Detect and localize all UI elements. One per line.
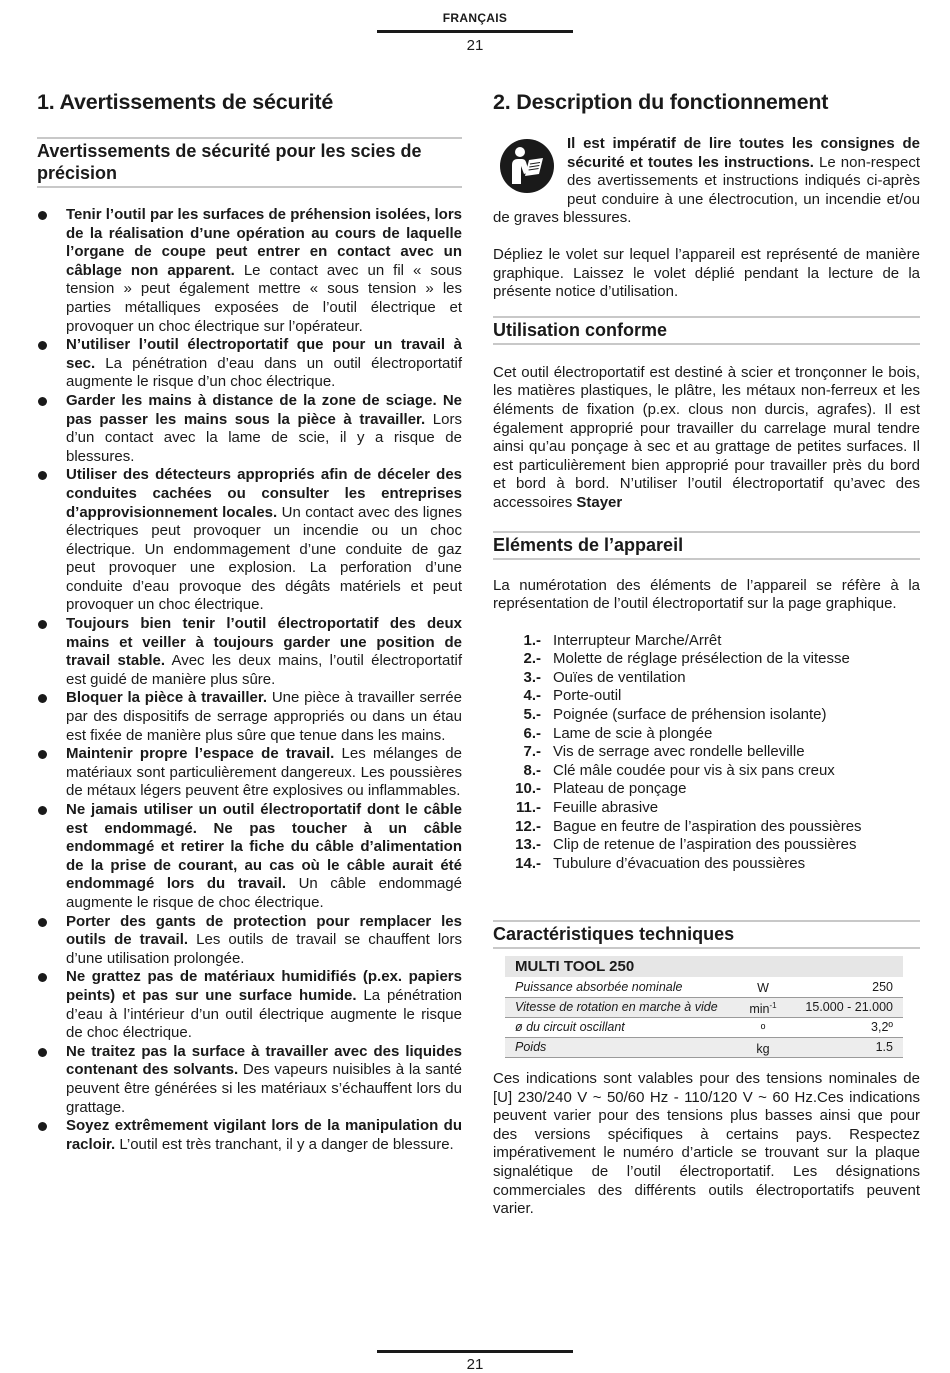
part-label: Tubulure d’évacuation des poussières [553,854,806,872]
part-number: 13.- [515,836,541,854]
header-rule [377,30,573,33]
bullet-icon [38,973,47,982]
part-item [493,725,920,744]
warning-text: Les outils de travail se chauffent lors d’une utilisation prolongée. [66,931,463,967]
part-number: 7.- [523,743,541,761]
part-label: Vis de serrage avec rondelle belleville [553,743,805,761]
spec-row [505,997,903,1017]
bullet-icon [38,397,47,406]
warning-item [37,801,462,913]
notice-text [493,135,920,228]
part-item [493,762,920,781]
part-label: Plateau de ponçage [553,780,687,798]
brand-name: Stayer [576,493,623,511]
warning-item [37,913,462,969]
spec-label: ø du circuit oscillant [505,1017,736,1037]
warning-item [37,336,462,392]
warning-text: Des vapeurs nuisibles à la santé peuvent être générées si les matériaux s’échauffent lors du grattage. [66,1061,462,1116]
spec-value: 1.5 [790,1037,903,1057]
bullet-icon [38,806,47,815]
part-item [493,687,920,706]
spec-value: 15.000 - 21.000 [790,997,903,1017]
warning-item [37,968,462,1042]
warning-lead: N’utiliser l’outil électroportatif que pour un travail à sec. [66,336,462,372]
part-label: Clip de retenue de l’aspiration des poussières [553,836,857,854]
part-label: Molette de réglage présélection de la vitesse [553,650,850,668]
part-item [493,780,920,799]
warning-lead: Ne grattez pas de matériaux humidifiés (p.ex. papiers peints) et pas sur une surface humide. [66,968,462,1004]
language-label: FRANÇAIS [442,11,508,25]
bullet-icon [38,1048,47,1057]
spec-unit-main: W [757,981,769,996]
subsection-title-intended-use: Utilisation conforme [493,316,920,345]
part-item [493,669,920,688]
warning-text: Lors d’un contact avec la lame de scie, il y a risque de blessures. [66,410,462,465]
bullet-icon [38,918,47,927]
spec-unit-sup: -1 [769,1000,777,1010]
intended-use-body: Cet outil électroportatif est destiné à scier et tronçonner le bois, les matières plastiques, le plâtre, les métaux non-ferreux et les éléments de fixation (p.ex. clous non durcis, agrafes). Il est également approprié pour travailler du carrelage mural tendre ainsi qu’au ponçage à sec et au grattage de petites surfaces. Il est particulièrement bien approprié pour travailler près du bord et bord à bord. N’utiliser l’outil électroportatif qu’avec des accessoires [493,363,920,511]
part-item [493,836,920,855]
warning-lead: Ne jamais utiliser un outil électroportatif dont le câble est endommagé. Ne pas toucher à un câble endommagé et retirer la fiche du câble d’alimentation de la prise de courant, au cas où le câble aurait été endommagé lors du travail. [66,801,462,893]
part-item [493,632,920,651]
spec-unit-main: º [760,1021,766,1036]
warning-item [37,689,462,745]
part-number: 12.- [515,817,541,835]
warning-lead: Porter des gants de protection pour remplacer les outils de travail. [66,912,462,949]
part-item [493,799,920,818]
parts-list [493,632,920,874]
spec-label: Vitesse de rotation en marche à vide [505,997,736,1017]
specs-model-header: MULTI TOOL 250 [505,956,903,977]
part-number: 4.- [523,687,541,705]
part-label: Bague en feutre de l’aspiration des poussières [553,817,862,835]
part-number: 1.- [523,631,541,649]
part-item [493,855,920,874]
section-title-description: 2. Description du fonctionnement [493,90,829,114]
read-manual-icon [499,138,555,194]
part-label: Lame de scie à plongée [553,724,713,742]
warning-lead: Ne traitez pas la surface à travailler avec des liquides contenant des solvants. [66,1042,462,1079]
bullet-icon [38,471,47,480]
warnings-list [37,206,462,1154]
footer-rule [377,1350,573,1353]
spec-unit [736,997,790,1017]
spec-unit-main: kg [756,1042,770,1057]
spec-row [505,1017,903,1037]
warning-text: Un câble endommagé augmente le risque de choc électrique. [66,875,462,911]
warning-text: Le contact avec un fil « sous tension » peut également mettre « sous tension » les parties métalliques exposées de l’outil électrique et provoquer un choc électrique sur l’opérateur. [66,261,463,335]
part-number: 10.- [515,780,541,798]
warning-lead: Maintenir propre l’espace de travail. [66,745,335,763]
warning-lead: Toujours bien tenir l’outil électroportatif des deux mains et veiller à toujours garder une position de travail stable. [66,615,462,670]
spec-label: Poids [505,1037,736,1057]
section-title-safety: 1. Avertissements de sécurité [37,90,334,114]
left-column [37,90,462,1154]
spec-value: 3,2º [790,1017,903,1037]
warning-text: Un contact avec des lignes électriques peut provoquer un incendie ou un choc électrique. Un endommagement d’une conduite de gaz peut provoquer une explosion. La perforation d’une conduite d’eau provoque des dégâts matériels et peut provoquer un choc électrique. [66,503,463,614]
specs-table [505,956,903,1058]
spec-row [505,977,903,997]
notice-rest: Le non-respect des avertissements et instructions indiqués ci-après peut conduire à une électrocution, un incendie et/ou de graves blessures. [493,153,921,227]
warning-lead: Tenir l’outil par les surfaces de préhension isolées, lors de la réalisation d’une opération au cours de laquelle l’organe de coupe peut entrer en contact avec un câblage non apparent. [66,206,462,279]
warning-item [37,615,462,689]
right-column [493,90,920,1219]
warning-lead: Garder les mains à distance de la zone de sciage. Ne pas passer les mains sous la pièce à travailler. [66,391,462,428]
bullet-icon [38,620,47,629]
part-number: 8.- [523,761,541,779]
bullet-icon [38,211,47,220]
warning-item [37,1043,462,1117]
warning-text: Avec les deux mains, l’outil électroportatif est guidé de manière plus sûre. [66,652,462,688]
warning-item [37,206,462,336]
warning-item [37,392,462,466]
bullet-icon [38,694,47,703]
bullet-icon [38,1122,47,1131]
spec-unit [736,1017,790,1037]
warning-item [37,466,462,615]
tech-notes: Ces indications sont valables pour des tensions nominales de [U] 230/240 V ~ 50/60 Hz - 110/120 V ~ 60 Hz.Ces indications peuvent varier pour des tensions plus basses ainsi que pour des versions spécifiques à certains pays. Respectez impérativement le numéro d’article se trouvant sur la plaque signalétique de l’outil électroportatif. Les désignations commerciales des différents outils électroportatifs peuvent varier. [493,1070,920,1218]
bullet-icon [38,341,47,350]
part-label: Feuille abrasive [553,799,659,817]
part-number: 2.- [523,650,541,668]
spec-row [505,1037,903,1057]
part-label: Porte-outil [553,687,622,705]
part-number: 5.- [523,706,541,724]
part-number: 11.- [515,799,541,817]
spec-unit-main: min [749,1001,770,1016]
part-number: 6.- [523,724,541,742]
spec-unit [736,1037,790,1057]
warning-item [37,1117,462,1154]
warning-lead: Bloquer la pièce à travailler. [66,689,268,707]
part-item [493,818,920,837]
spec-label: Puissance absorbée nominale [505,977,736,997]
bullet-icon [38,750,47,759]
warning-lead: Utiliser des détecteurs appropriés afin de déceler des conduites cachées ou consulter les entreprises d’approvisionnement locales. [66,466,462,521]
notice-block [493,135,920,228]
warning-text: La pénétration d’eau dans un outil électroportatif augmente le risque d’un choc électrique. [66,354,462,391]
part-label: Clé mâle coudée pour vis à six pans creux [553,761,835,779]
subsection-title-elements: Eléments de l’appareil [493,531,920,560]
elements-intro: La numérotation des éléments de l’appareil se réfère à la représentation de l’outil électroportatif sur la page graphique. [493,576,920,613]
spec-value: 250 [790,977,903,997]
page-number-top: 21 [466,37,484,54]
warning-item [37,745,462,801]
page-number-bottom: 21 [466,1356,484,1373]
part-label: Poignée (surface de préhension isolante) [553,706,827,724]
part-number: 3.- [523,668,541,686]
part-item [493,743,920,762]
warning-text: L’outil est très tranchant, il y a danger de blessure. [115,1135,454,1153]
subsection-title-tech-specs: Caractéristiques techniques [493,920,920,949]
subsection-title-saw-warnings: Avertissements de sécurité pour les scies de précision [37,137,462,188]
spec-unit [736,977,790,997]
warning-text: Les mélanges de matériaux sont particulièrement dangereux. Les poussières de métaux légers peuvent être explosives ou inflammables. [66,745,462,800]
fold-instruction: Dépliez le volet sur lequel l’appareil est représenté de manière graphique. Laissez le volet déplié pendant la lecture de la présente notice d’utilisation. [493,245,920,301]
part-label: Interrupteur Marche/Arrêt [553,631,722,649]
notice-bold: Il est impératif de lire toutes les consignes de sécurité et toutes les instructions. [567,135,920,171]
warning-text: La pénétration d’eau à l’intérieur d’un outil électrique augmente le risque de choc électrique. [66,986,462,1042]
intended-use-text [493,364,920,513]
part-item [493,650,920,669]
part-label: Ouïes de ventilation [553,668,686,686]
part-item [493,706,920,725]
part-number: 14.- [515,854,541,872]
warning-lead: Soyez extrêmement vigilant lors de la manipulation du racloir. [66,1117,462,1153]
warning-text: Une pièce à travailler serrée par des dispositifs de serrage appropriés ou dans un étau est fixée de manière plus sûre que tenue dans les mains. [66,689,462,744]
